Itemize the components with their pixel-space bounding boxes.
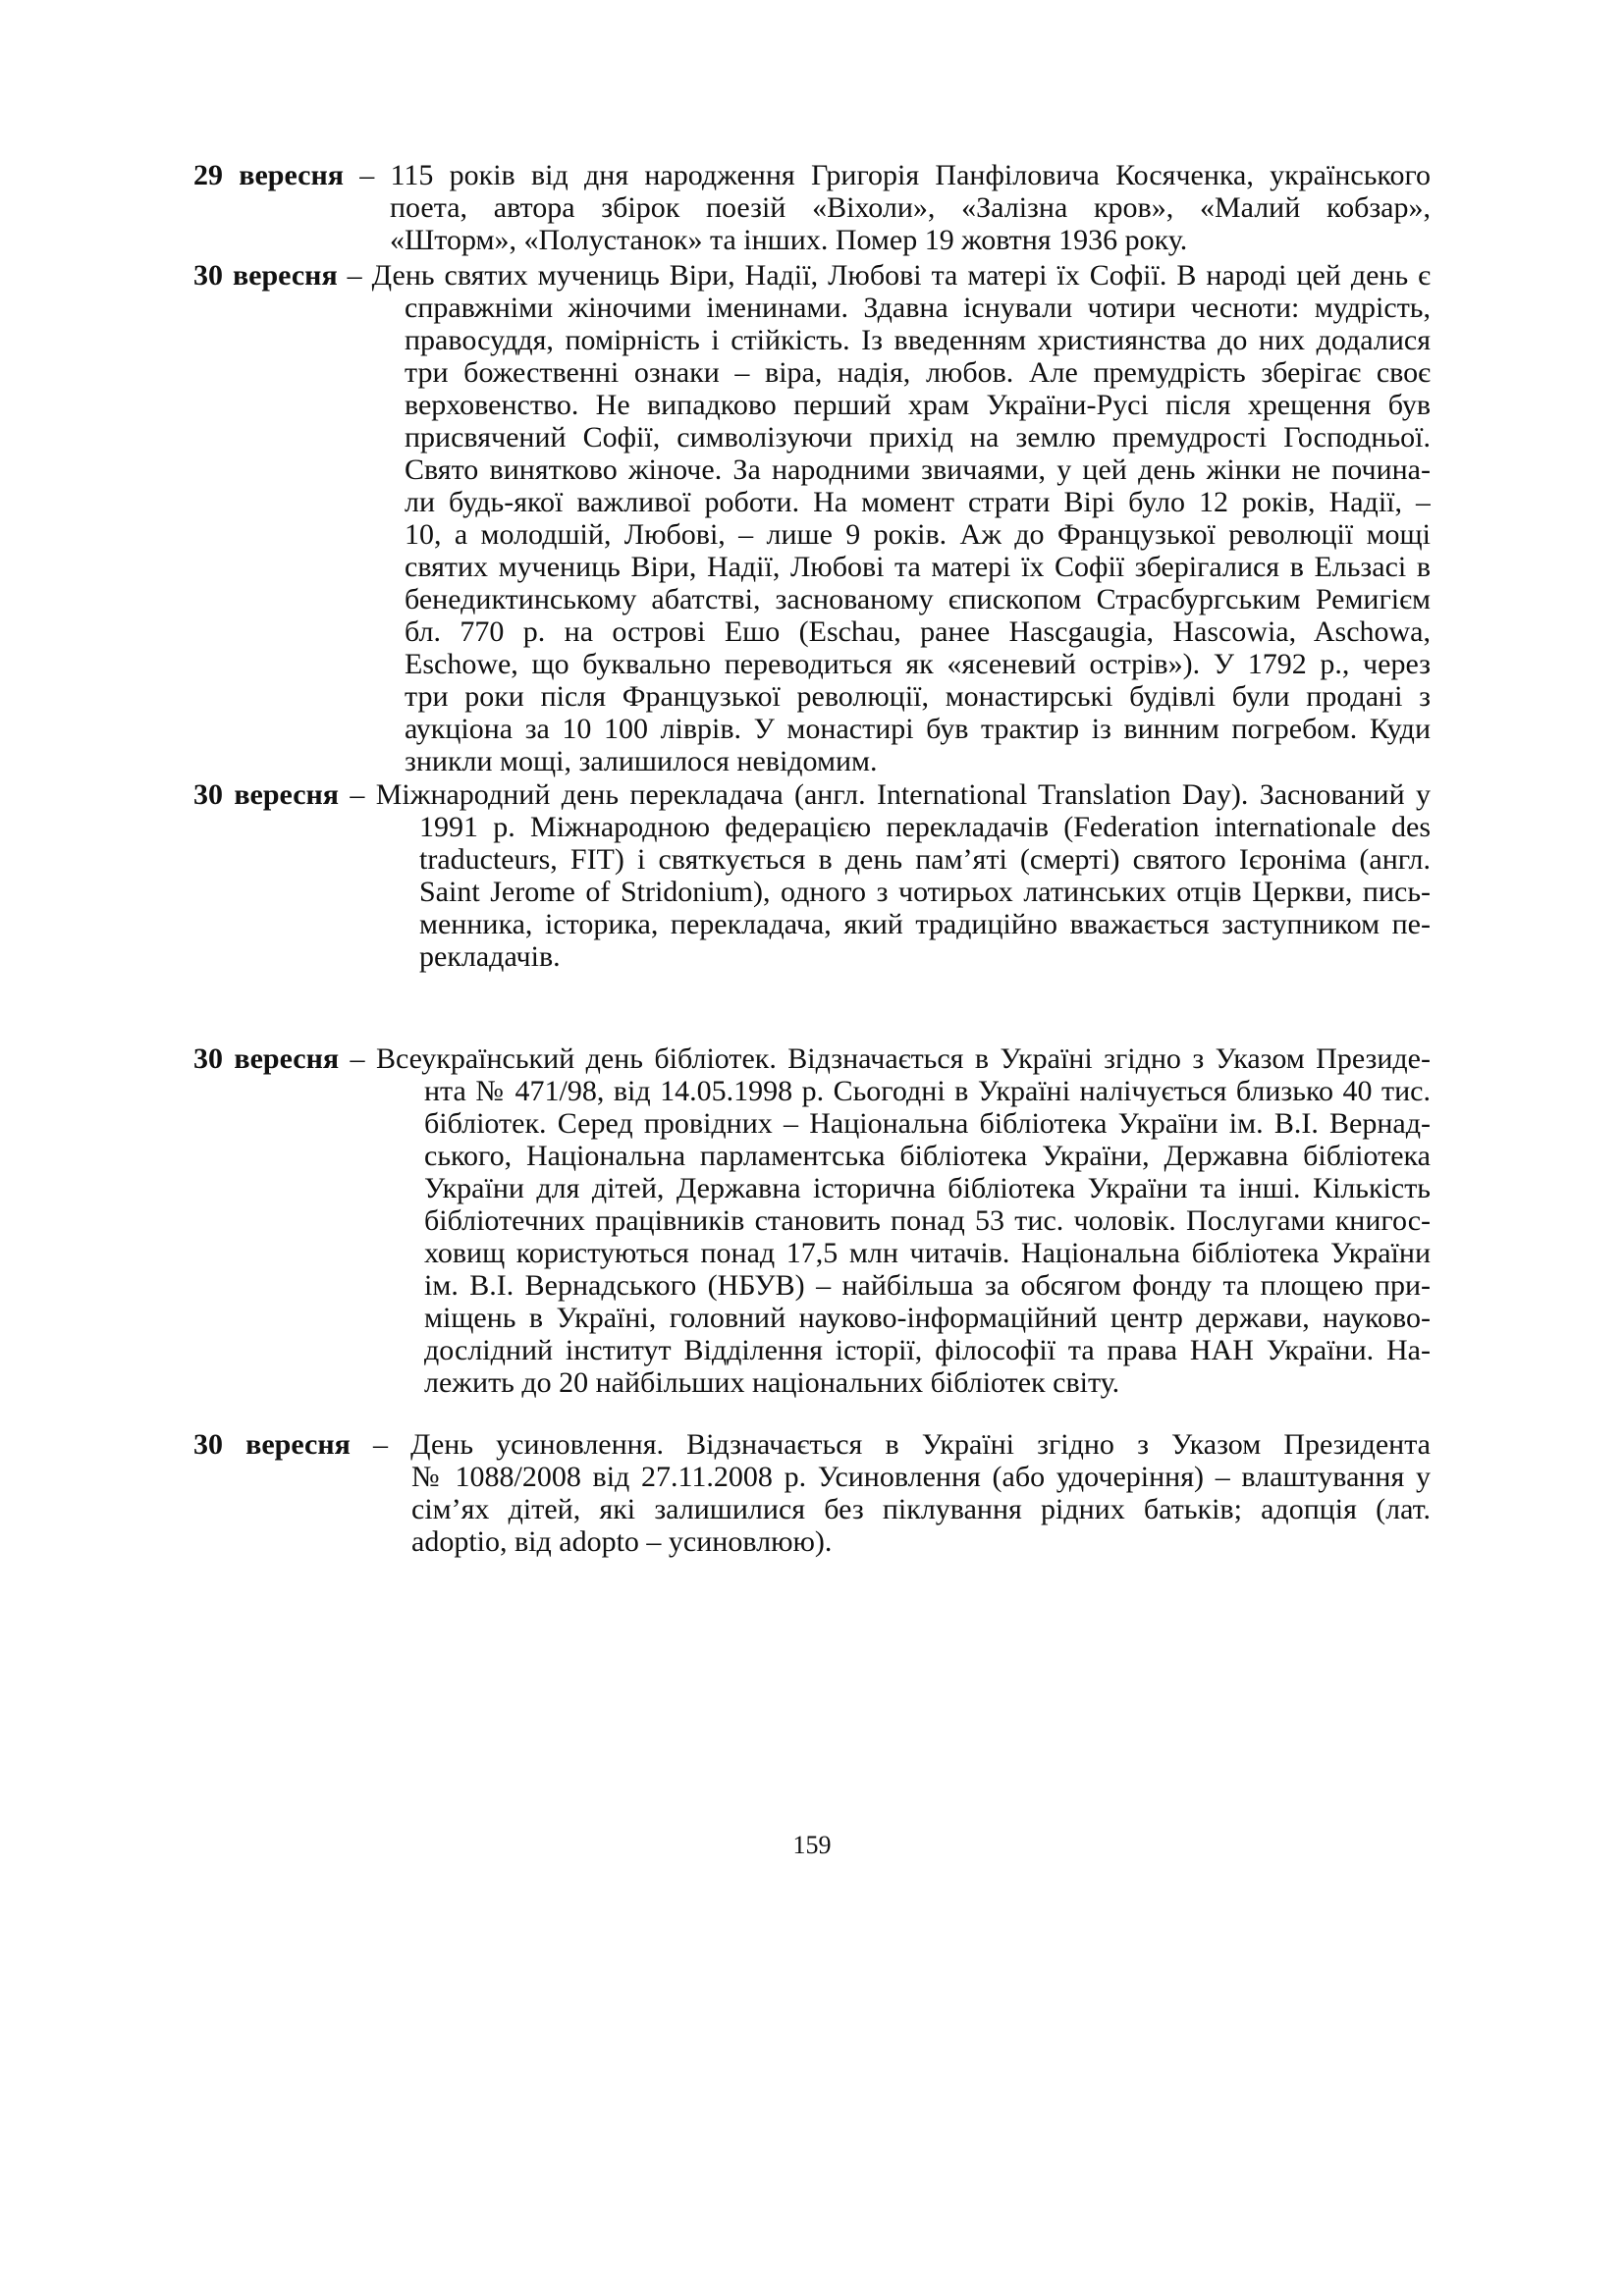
entry-line: ховищ користуються понад 17,5 млн читачів. Національна бібліотека України: [424, 1237, 1431, 1269]
entry-line: справжніми жіночими іменинами. Здавна існували чотири чесноти: мудрість,: [405, 292, 1431, 324]
calendar-entry: [193, 259, 1431, 777]
entry-text: – День святих мучениць Віри, Надії, Любові та матері їх Софії. В народі цей день є: [337, 259, 1431, 292]
entry-line: лежить до 20 найбільших національних бібліотек світу.: [424, 1366, 1120, 1399]
entry-text: – Всеукраїнський день бібліотек. Відзначається в Україні згідно з Указом Президе-: [339, 1042, 1431, 1075]
entry-first-line: [193, 1042, 1431, 1075]
entry-line: Saint Jerome of Stridonium), одного з чотирьох латинських отців Церкви, пись-: [419, 876, 1431, 908]
entry-line: зникли мощі, залишилося невідомим.: [405, 745, 878, 777]
entry-text: – 115 років від дня народження Григорія Панфіловича Косяченка, українського: [343, 159, 1431, 191]
entry-line: нта № 471/98, від 14.05.1998 р. Сьогодні в Україні налічується близько 40 тис.: [424, 1075, 1431, 1107]
entry-text: – Міжнародний день перекладача (англ. International Translation Day). Заснований у: [339, 778, 1431, 811]
entry-line: Eschowe, що буквально переводиться як «ясеневий острів»). У 1792 р., через: [405, 648, 1431, 680]
entry-line: святих мучениць Віри, Надії, Любові та матері їх Софії зберігалися в Ельзасі в: [405, 551, 1431, 583]
entry-first-line: [193, 259, 1431, 292]
entry-line: аукціона за 10 100 ліврів. У монастирі був трактир із винним погребом. Куди: [405, 713, 1431, 745]
entry-line: три роки після Французької революції, монастирські будівлі були продані з: [405, 680, 1431, 713]
entry-line: України для дітей, Державна історична бібліотека України та інші. Кількість: [424, 1172, 1431, 1204]
entry-line: «Шторм», «Полустанок» та інших. Помер 19 жовтня 1936 року.: [390, 224, 1188, 256]
entry-first-line: [193, 778, 1431, 811]
calendar-entry: [193, 1042, 1431, 1399]
entry-first-line: [193, 159, 1431, 191]
entry-line: поета, автора збірок поезій «Віхоли», «Залізна кров», «Малий кобзар»,: [390, 191, 1431, 224]
entry-date: 30 вересня: [193, 259, 338, 292]
entry-line: три божественні ознаки – віра, надія, любов. Але премудрість зберігає своє: [405, 356, 1431, 389]
entry-line: бібліотечних працівників становить понад 53 тис. чоловік. Послугами книгос-: [424, 1204, 1431, 1237]
entry-line: сім’ях дітей, які залишилися без піклування рідних батьків; адопція (лат.: [411, 1493, 1431, 1525]
entry-date: 30 вересня: [193, 778, 340, 811]
entry-line: міщень в Україні, головний науково-інформаційний центр держави, науково-: [424, 1302, 1431, 1334]
entry-first-line: [193, 1428, 1431, 1461]
entry-line: бібліотек. Серед провідних – Національна бібліотека України ім. В.І. Вернад-: [424, 1107, 1431, 1140]
entry-line: 10, а молодшій, Любові, – лише 9 років. Аж до Французької революції мощі: [405, 518, 1431, 551]
page-number: 159: [792, 1831, 832, 1859]
entry-line: ім. В.І. Вернадського (НБУВ) – найбільша за обсягом фонду та площею при-: [424, 1269, 1431, 1302]
entry-line: верховенство. Не випадково перший храм України-Русі після хрещення був: [405, 389, 1431, 421]
entry-line: присвячений Софії, символізуючи прихід на землю премудрості Господньої.: [405, 421, 1431, 454]
entry-line: правосуддя, помірність і стійкість. Із введенням християнства до них додалися: [405, 324, 1431, 356]
entry-line: Свято винятково жіноче. За народними звичаями, у цей день жінки не почина-: [405, 454, 1431, 486]
entry-line: рекладачів.: [419, 940, 561, 973]
entry-date: 29 вересня: [193, 159, 344, 191]
entry-line: ли будь-якої важливої роботи. На момент страти Вірі було 12 років, Надії, –: [405, 486, 1431, 518]
entry-date: 30 вересня: [193, 1428, 351, 1461]
calendar-entry: [193, 1428, 1431, 1558]
entry-line: ського, Національна парламентська бібліотека України, Державна бібліотека: [424, 1140, 1431, 1172]
entry-line: № 1088/2008 від 27.11.2008 р. Усиновлення (або удочеріння) – влаштування у: [411, 1461, 1431, 1493]
entry-line: бенедиктинському абатстві, заснованому єпископом Страсбургським Ремигієм: [405, 583, 1431, 615]
entry-date: 30 вересня: [193, 1042, 340, 1075]
entry-line: менника, історика, перекладача, який традиційно вважається заступником пе-: [419, 908, 1431, 940]
entry-line: traducteurs, FIT) і святкується в день пам’яті (смерті) святого Ієроніма (англ.: [419, 843, 1431, 876]
entry-line: adoptio, від adopto – усиновлюю).: [411, 1525, 833, 1558]
calendar-entry: [193, 159, 1431, 256]
entry-line: бл. 770 р. на острові Ешо (Eschau, ранее Hascgaugia, Hascowia, Aschowa,: [405, 615, 1431, 648]
entry-text: – День усиновлення. Відзначається в Україні згідно з Указом Президента: [350, 1428, 1431, 1461]
entry-line: 1991 р. Міжнародною федерацією перекладачів (Federation internationale des: [419, 811, 1431, 843]
entry-line: дослідний інститут Відділення історії, філософії та права НАН України. На-: [424, 1334, 1431, 1366]
calendar-entry: [193, 778, 1431, 973]
